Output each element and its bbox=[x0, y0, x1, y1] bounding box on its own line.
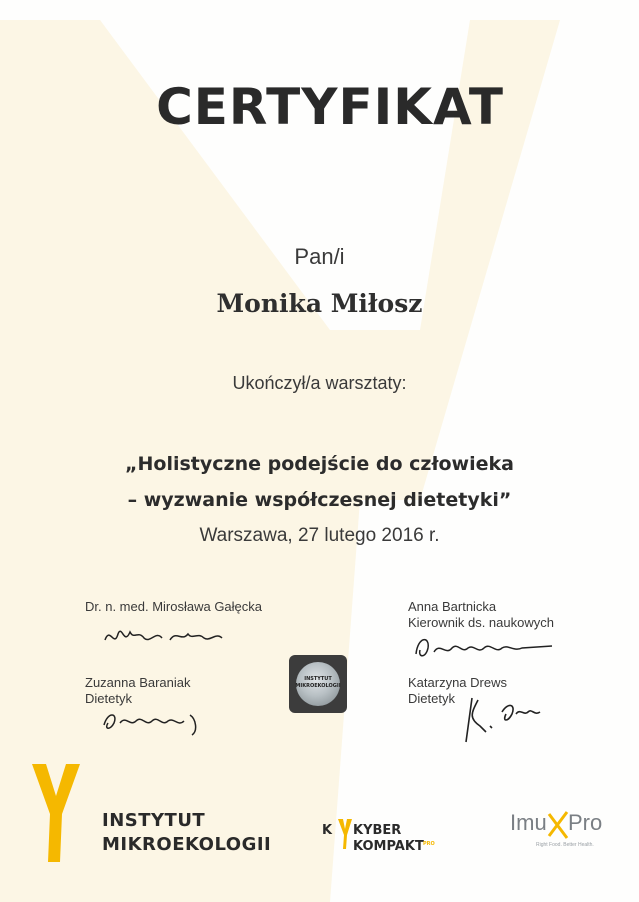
yellow-y-icon bbox=[30, 762, 90, 862]
signatory-top-right bbox=[408, 599, 554, 631]
signatory-top-left bbox=[85, 599, 262, 615]
hologram-text-line2: MIKROEKOLOGII bbox=[295, 683, 341, 689]
signature-galecka bbox=[100, 618, 240, 658]
imupro-logo bbox=[510, 810, 630, 860]
signatory-role: Dietetyk bbox=[408, 691, 455, 706]
kyber-kompakt-logo: K KYBER KOMPAKT PRO bbox=[320, 815, 460, 865]
hologram-seal bbox=[289, 655, 347, 713]
kyber-y-icon bbox=[338, 819, 352, 849]
kyber-logo-line2: KOMPAKT bbox=[353, 839, 424, 854]
imupro-tagline: Right Food. Better Health. bbox=[536, 842, 594, 848]
signatory-bottom-left bbox=[85, 675, 191, 707]
hologram-text-line1: INSTYTUT bbox=[304, 676, 332, 682]
signatory-role: Kierownik ds. naukowych bbox=[408, 615, 554, 630]
salutation: Pan/i bbox=[294, 244, 345, 269]
instytut-mikroekologii-logo bbox=[30, 762, 270, 862]
completed-label: Ukończył/a warsztaty: bbox=[232, 373, 407, 393]
place-date: Warszawa, 27 lutego 2016 r. bbox=[199, 525, 440, 546]
signatory-role: Dietetyk bbox=[85, 691, 132, 706]
signatory-name: Anna Bartnicka bbox=[408, 599, 497, 614]
signature-drews bbox=[458, 692, 558, 748]
workshop-title bbox=[0, 446, 639, 518]
workshop-title-line1: „Holistyczne podejście do człowieka bbox=[125, 453, 514, 475]
recipient-name: Monika Miłosz bbox=[216, 289, 423, 318]
certificate-title: CERTYFIKAT bbox=[156, 78, 504, 136]
workshop-title-line2: – wyzwanie współczesnej dietetyki” bbox=[127, 489, 512, 511]
kyber-logo-suffix: PRO bbox=[423, 841, 435, 847]
instytut-logo-line2: MIKROEKOLOGII bbox=[102, 834, 272, 855]
signatory-name: Zuzanna Baraniak bbox=[85, 675, 191, 690]
imupro-x-icon bbox=[547, 810, 569, 840]
signature-bartnicka bbox=[412, 630, 562, 666]
imupro-text-b: Pro bbox=[568, 810, 603, 835]
signatory-name: Dr. n. med. Mirosława Gałęcka bbox=[85, 599, 263, 614]
kyber-logo-line1: KYBER bbox=[353, 823, 402, 838]
instytut-logo-line1: INSTYTUT bbox=[102, 810, 206, 831]
signatory-name: Katarzyna Drews bbox=[408, 675, 507, 690]
imupro-text-a: Imu bbox=[510, 810, 547, 835]
signature-baraniak bbox=[100, 705, 210, 739]
